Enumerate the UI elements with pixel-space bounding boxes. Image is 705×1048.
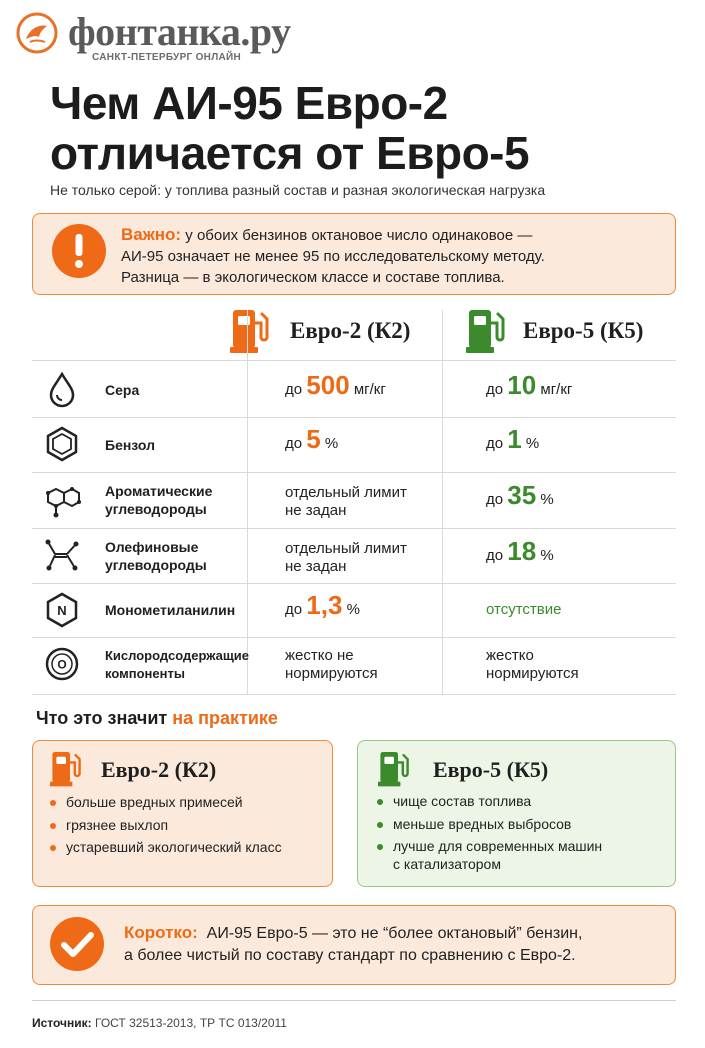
cell-euro5-benzene <box>486 424 540 454</box>
summary-line-1: АИ-95 Евро-5 — это не “более октановый” бензин, <box>206 925 583 942</box>
table-divider <box>32 360 676 361</box>
olefin-molecule-icon <box>43 536 81 574</box>
fuel-pump-green-icon <box>466 307 506 353</box>
cell-prefix: до <box>285 435 303 452</box>
summary-text <box>124 922 664 967</box>
list-item: лучше для современных машин <box>377 836 667 857</box>
footer-divider <box>32 1000 676 1001</box>
row-label-line: Олефиновые <box>105 539 199 555</box>
cell-unit: % <box>346 601 360 618</box>
list-item: чище состав топлива <box>377 791 667 812</box>
notice-line-2: АИ-95 означает не менее 95 по исследовательскому методу. <box>121 248 545 265</box>
cell-line: нормируются <box>486 665 579 682</box>
svg-text:O: O <box>57 657 67 672</box>
notice-text <box>121 224 661 288</box>
row-label-aromatics <box>105 482 250 518</box>
benzene-ring-icon <box>43 425 81 463</box>
notice-label: Важно: <box>121 225 182 244</box>
aromatic-molecule-icon <box>43 481 81 519</box>
euro5-card-title: Евро-5 (К5) <box>433 757 549 782</box>
practice-title-highlight: на практике <box>172 708 278 728</box>
oxygen-circle-icon <box>43 645 81 683</box>
cell-unit: % <box>540 491 554 508</box>
row-label-line: углеводороды <box>105 557 207 573</box>
cell-unit: % <box>324 435 339 452</box>
euro2-card-title: Евро-2 (К2) <box>101 757 217 782</box>
euro5-bullet-continuation: с катализатором <box>393 856 501 872</box>
table-divider <box>32 583 676 584</box>
cell-euro2-sulfur <box>285 370 386 400</box>
row-label-line: Кислородсодержащие <box>105 648 250 663</box>
cell-line: не задан <box>285 558 347 575</box>
cell-euro5-olefins <box>486 536 554 566</box>
practice-section-title <box>36 708 278 729</box>
cell-value: 35 <box>507 480 537 510</box>
source-note <box>32 1016 287 1030</box>
cell-prefix: до <box>486 381 504 398</box>
table-column-divider <box>442 310 443 695</box>
cell-euro5-aromatics <box>486 480 554 510</box>
cell-euro5-sulfur <box>486 370 573 400</box>
cell-line: не задан <box>285 502 347 519</box>
cell-unit: мг/кг <box>353 381 386 398</box>
cell-line: жестко не <box>285 647 354 664</box>
fuel-pump-orange-icon <box>50 749 82 787</box>
cell-euro5-monomethylaniline: отсутствие <box>486 601 562 618</box>
notice-line-3: Разница — в экологическом классе и составе топлива. <box>121 269 505 286</box>
drop-icon <box>43 370 81 408</box>
fontanka-logo-icon <box>16 12 58 54</box>
cell-unit: % <box>525 435 540 452</box>
summary-line-2: а более чистый по составу стандарт по сравнению с Евро-2. <box>124 947 576 964</box>
exclamation-icon <box>50 222 108 280</box>
table-divider <box>32 694 676 695</box>
list-item: устаревший экологический класс <box>50 837 325 858</box>
notice-line-1: у обоих бензинов октановое число одинаковое — <box>185 227 533 244</box>
table-divider <box>32 528 676 529</box>
cell-euro2-benzene <box>285 424 339 454</box>
cell-line: жестко <box>486 647 534 664</box>
row-label-olefins <box>105 538 250 574</box>
cell-euro2-monomethylaniline <box>285 590 360 620</box>
table-divider <box>32 472 676 473</box>
fuel-pump-green-icon <box>378 749 410 787</box>
list-item: больше вредных примесей <box>50 792 325 813</box>
table-divider <box>32 637 676 638</box>
cell-line: отдельный лимит <box>285 484 407 501</box>
source-text: ГОСТ 32513-2013, ТР ТС 013/2011 <box>95 1016 287 1030</box>
fuel-pump-orange-icon <box>230 307 270 353</box>
nitrogen-hexagon-icon <box>43 591 81 629</box>
cell-prefix: до <box>486 547 504 564</box>
list-item: грязнее выхлоп <box>50 815 325 836</box>
cell-value: 10 <box>507 370 537 400</box>
cell-prefix: до <box>285 381 303 398</box>
row-label-monomethylaniline: Монометиланилин <box>105 602 236 618</box>
table-divider <box>32 417 676 418</box>
row-label-line: углеводороды <box>105 501 207 517</box>
list-item: меньше вредных выбросов <box>377 814 667 835</box>
logo-subtitle: САНКТ-ПЕТЕРБУРГ ОНЛАЙН <box>92 52 242 63</box>
checkmark-icon <box>48 915 106 973</box>
cell-unit: % <box>540 547 554 564</box>
cell-line: нормируются <box>285 665 378 682</box>
cell-line: отдельный лимит <box>285 540 407 557</box>
euro5-bullet-list <box>377 791 667 859</box>
page-title <box>50 78 670 178</box>
cell-value: 18 <box>507 536 537 566</box>
row-label-line: Ароматические <box>105 483 213 499</box>
page-subtitle: Не только серой: у топлива разный состав и разная экологическая нагрузка <box>50 182 546 198</box>
title-line-2: отличается от Евро-5 <box>50 127 530 179</box>
cell-value: 1,3 <box>306 590 343 620</box>
cell-value: 5 <box>306 424 321 454</box>
summary-label: Коротко: <box>124 923 198 942</box>
row-label-sulfur: Сера <box>105 382 140 398</box>
practice-title-text: Что это значит <box>36 708 168 728</box>
cell-euro5-oxygenates <box>486 647 579 683</box>
cell-euro2-olefins <box>285 540 407 576</box>
cell-value: 500 <box>306 370 350 400</box>
cell-prefix: до <box>486 435 504 452</box>
cell-prefix: до <box>486 491 504 508</box>
source-label: Источник: <box>32 1016 92 1030</box>
row-label-oxygenates <box>105 647 250 683</box>
column-header-euro2: Евро-2 (К2) <box>290 318 411 343</box>
row-label-line: компоненты <box>105 666 185 681</box>
column-header-euro5: Евро-5 (К5) <box>523 318 644 343</box>
row-label-benzene: Бензол <box>105 437 156 453</box>
cell-euro2-oxygenates <box>285 647 378 683</box>
euro2-bullet-list <box>50 792 325 860</box>
title-line-1: Чем АИ-95 Евро-2 <box>50 77 448 129</box>
svg-text:N: N <box>57 603 67 618</box>
cell-unit: мг/кг <box>540 381 573 398</box>
logo-text: фонтанка.ру <box>68 9 291 54</box>
cell-value: 1 <box>507 424 522 454</box>
cell-prefix: до <box>285 601 303 618</box>
cell-euro2-aromatics <box>285 484 407 520</box>
